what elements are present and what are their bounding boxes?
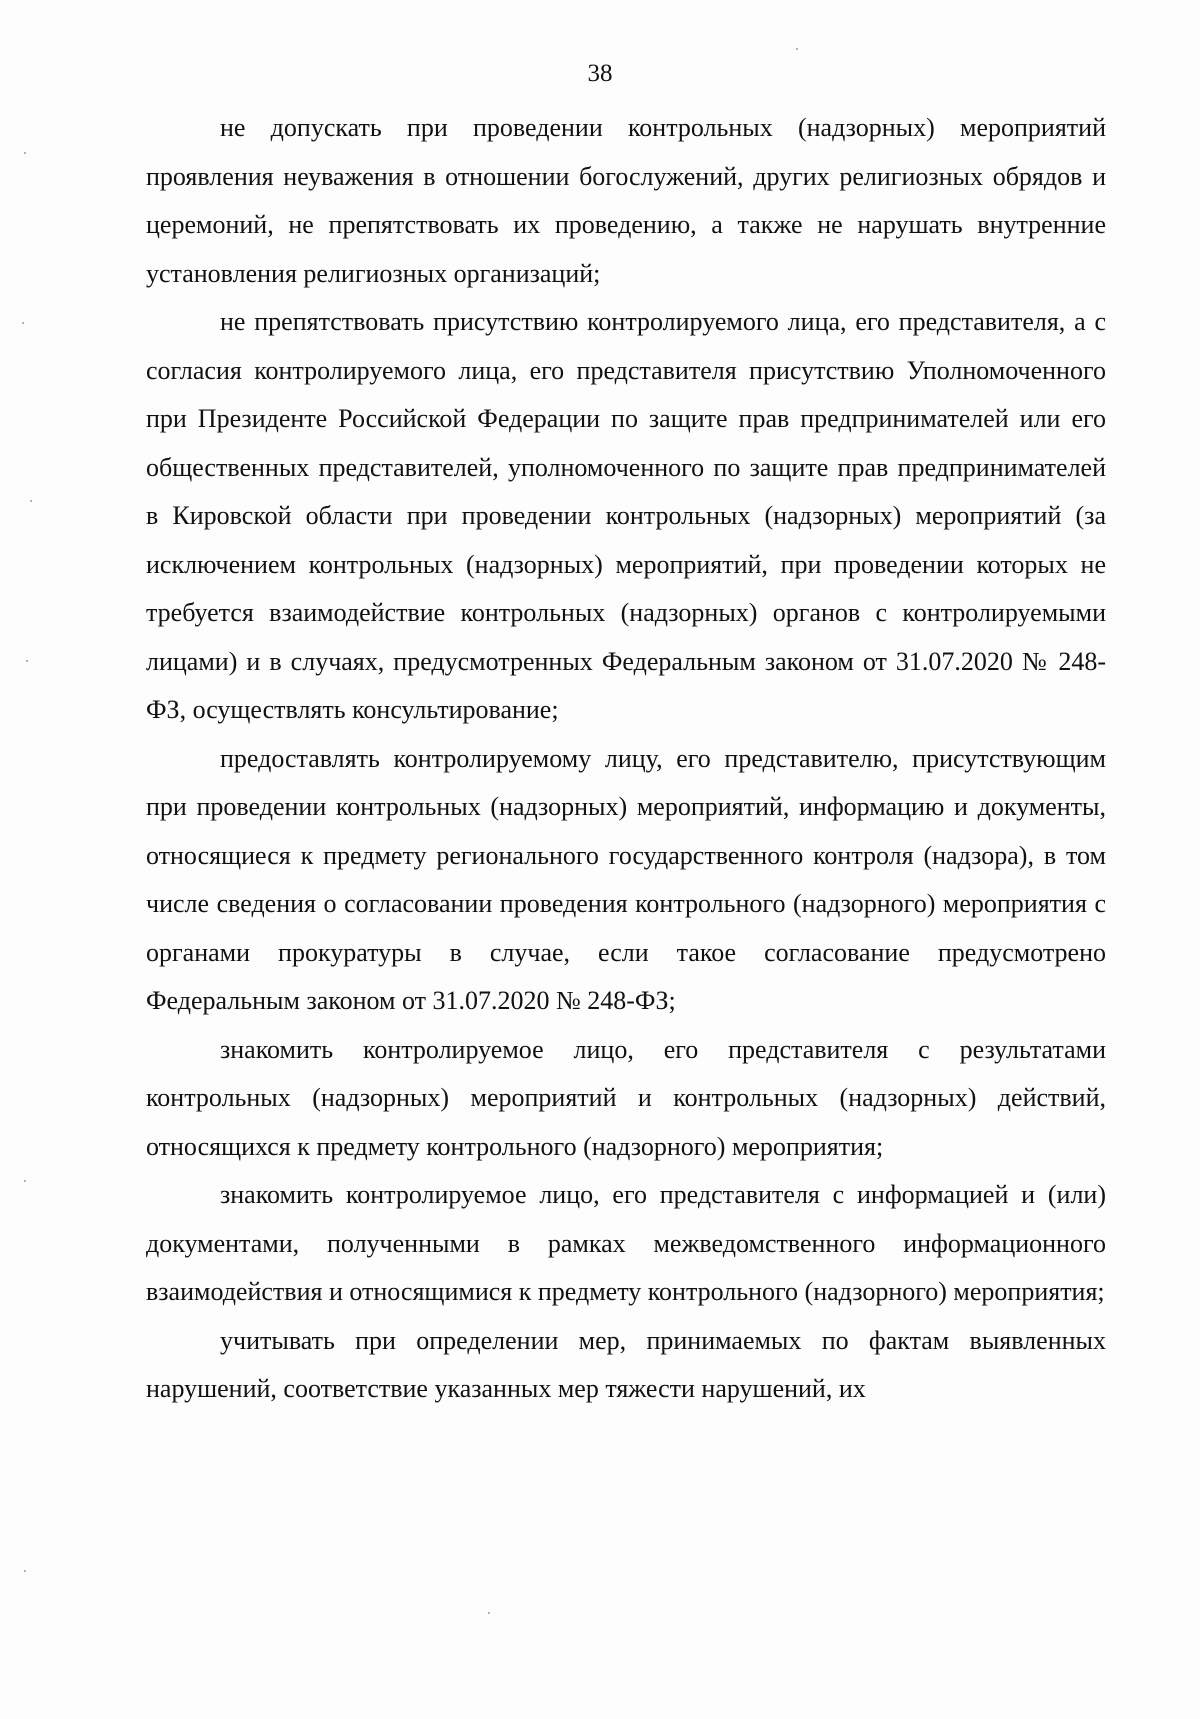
scan-speck: [488, 1612, 490, 1614]
document-body: [146, 104, 1106, 1414]
paragraph-measures-proportionality: учитывать при определении мер, принимаемых по фактам выявленных нарушений, соответствие указанных мер тяжести нарушений, их: [146, 1325, 1106, 1403]
scan-speck: [24, 1180, 26, 1182]
paragraph-religious-rites: не допускать при проведении контрольных (надзорных) мероприятий проявления неуважения в отношении богослужений, других религиозных обрядов и церемоний, не препятствовать их проведению, а также не нарушать внутренние установления религиозных организаций;: [146, 113, 1106, 288]
scan-speck: [24, 152, 26, 154]
paragraph-provide-information: предоставлять контролируемому лицу, его представителю, присутствующим при проведении контрольных (надзорных) мероприятий, информацию и документы, относящиеся к предмету регионального государственного контроля (надзора), в том числе сведения о согласовании проведения контрольного (надзорного) мероприятия с органами прокуратуры в случае, если такое согласование предусмотрено Федеральным законом от 31.07.2020 № 248-ФЗ;: [146, 743, 1106, 1015]
scan-speck: [22, 322, 24, 324]
scan-speck: [26, 660, 28, 662]
scan-speck: [796, 48, 798, 50]
scan-speck: [24, 1570, 26, 1572]
scan-speck: [30, 500, 32, 502]
paragraph-results-familiarization: знакомить контролируемое лицо, его представителя с результатами контрольных (надзорных) мероприятий и контрольных (надзорных) действий, относящихся к предмету контрольного (надзорного) мероприятия;: [146, 1034, 1106, 1161]
page-number: 38: [587, 60, 613, 87]
paragraph-interagency-documents: знакомить контролируемое лицо, его представителя с информацией и (или) документами, полученными в рамках межведомственного информационного взаимодействия и относящимися к предмету контрольного (надзорного) мероприятия;: [146, 1180, 1106, 1306]
paragraph-ombudsman-presence: не препятствовать присутствию контролируемого лица, его представителя, а с согласия контролируемого лица, его представителя присутствию Уполномоченного при Президенте Российской Федерации по защите прав предпринимателей или его общественных представителей, уполномоченного по защите прав предпринимателей в Кировской области при проведении контрольных (надзорных) мероприятий (за исключением контрольных (надзорных) мероприятий, при проведении которых не требуется взаимодействие контрольных (надзорных) органов с контролируемыми лицами) и в случаях, предусмотренных Федеральным законом от 31.07.2020 № 248-ФЗ, осуществлять консультирование;: [146, 307, 1106, 724]
